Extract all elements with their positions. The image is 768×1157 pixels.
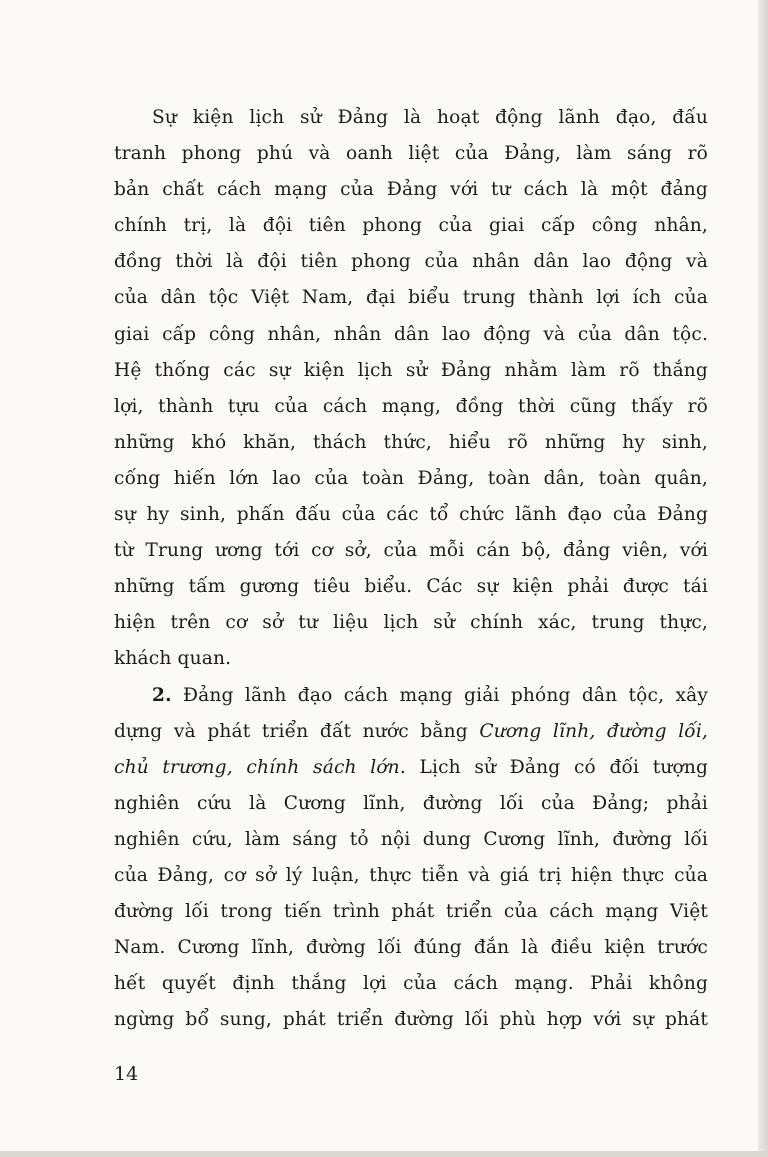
paragraph-1: [114, 100, 708, 678]
text-line: [114, 678, 708, 714]
text-line: của Đảng, cơ sở lý luận, thực tiễn và giá trị hiện thực của: [114, 864, 708, 886]
text-line: [114, 714, 708, 750]
text-segment: Đảng lãnh đạo cách mạng giải phóng dân tộc, xây: [171, 684, 708, 706]
text-line: chính trị, là đội tiên phong của giai cấp công nhân,: [114, 215, 708, 237]
text-line: lợi, thành tựu của cách mạng, đồng thời cũng thấy rõ: [114, 395, 708, 417]
page-number: 14: [114, 1063, 139, 1085]
page-bottom-edge: [0, 1151, 768, 1157]
text-line: những khó khăn, thách thức, hiểu rõ những hy sinh,: [114, 431, 708, 453]
text-line: Hệ thống các sự kiện lịch sử Đảng nhằm làm rõ thắng: [114, 359, 708, 381]
text-line: đường lối trong tiến trình phát triển của cách mạng Việt: [114, 901, 708, 923]
text-line: những tấm gương tiêu biểu. Các sự kiện phải được tái: [114, 576, 708, 598]
italic-phrase: chủ trương, chính sách lớn: [114, 756, 400, 778]
text-line: của dân tộc Việt Nam, đại biểu trung thành lợi ích của: [114, 287, 708, 309]
text-line: đồng thời là đội tiên phong của nhân dân lao động và: [114, 251, 708, 273]
page-edge-shadow: [758, 0, 768, 1157]
text-line: hết quyết định thắng lợi của cách mạng. Phải không: [114, 973, 708, 995]
text-line: khách quan.: [114, 648, 232, 670]
text-line: nghiên cứu là Cương lĩnh, đường lối của Đảng; phải: [114, 792, 708, 814]
text-line: cống hiến lớn lao của toàn Đảng, toàn dân, toàn quân,: [114, 467, 708, 489]
text-line: giai cấp công nhân, nhân dân lao động và của dân tộc.: [114, 323, 708, 345]
paragraph-2: [114, 678, 708, 1039]
text-line: Nam. Cương lĩnh, đường lối đúng đắn là điều kiện trước: [114, 937, 708, 959]
text-segment: dựng và phát triển đất nước bằng: [114, 720, 480, 742]
text-line: sự hy sinh, phấn đấu của các tổ chức lãnh đạo của Đảng: [114, 504, 708, 526]
section-number: 2.: [152, 684, 172, 706]
text-line: bản chất cách mạng của Đảng với tư cách là một đảng: [114, 179, 708, 201]
text-line: Sự kiện lịch sử Đảng là hoạt động lãnh đạo, đấu: [152, 107, 708, 128]
text-line: tranh phong phú và oanh liệt của Đảng, làm sáng rõ: [114, 143, 708, 165]
text-line: nghiên cứu, làm sáng tỏ nội dung Cương lĩnh, đường lối: [114, 828, 708, 850]
body-text: [114, 100, 708, 1038]
text-segment: . Lịch sử Đảng có đối tượng: [399, 756, 708, 778]
text-line: [114, 750, 708, 786]
text-line: hiện trên cơ sở tư liệu lịch sử chính xác, trung thực,: [114, 612, 708, 634]
text-line: ngừng bổ sung, phát triển đường lối phù hợp với sự phát: [114, 1009, 708, 1031]
italic-phrase: Cương lĩnh, đường lối,: [479, 720, 708, 742]
text-line: từ Trung ương tới cơ sở, của mỗi cán bộ, đảng viên, với: [114, 540, 708, 562]
